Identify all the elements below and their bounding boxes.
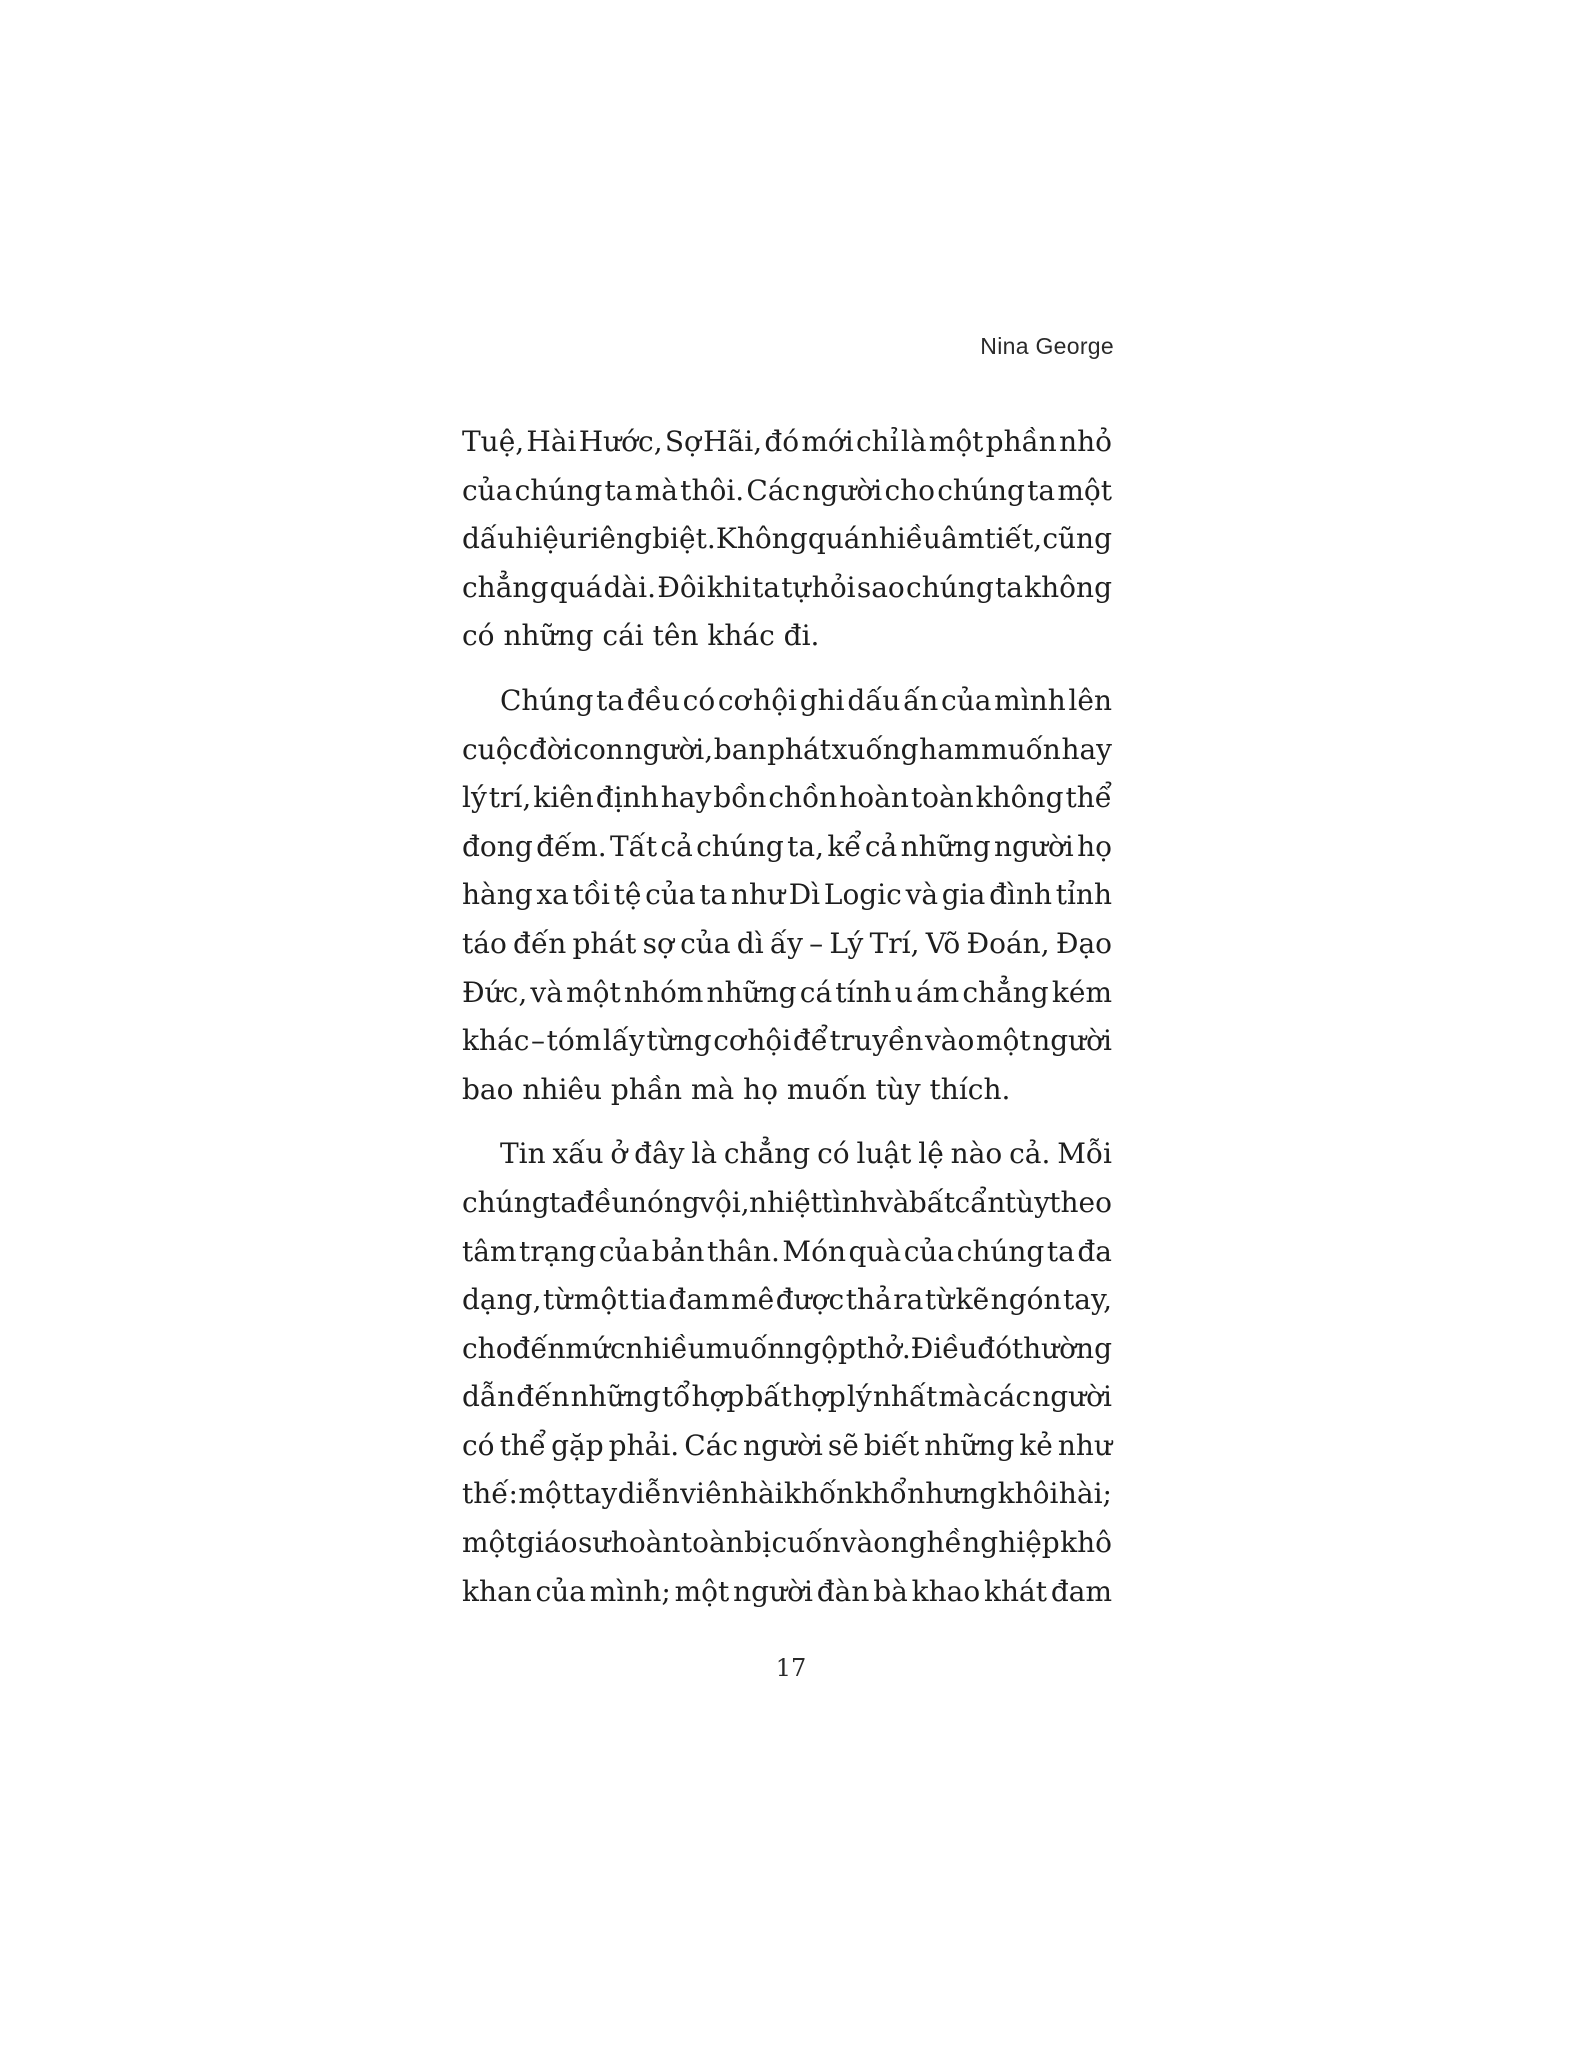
text-line: có những cái tên khác đi. [462,619,820,653]
text-line: dấu hiệu riêng biệt. Không quá nhiều âm tiết, cũng [462,522,1112,556]
text-line: thế: một tay diễn viên hài khốn khổ nhưng khôi hài; [462,1477,1112,1511]
page-number: 17 [775,1654,807,1682]
text-line: Tuệ, Hài Hước, Sợ Hãi, đó mới chỉ là một phần nhỏ [462,425,1112,458]
text-line: khác – tóm lấy từng cơ hội để truyền vào một người [462,1024,1112,1058]
text-line: chúng ta đều nóng vội, nhiệt tình và bất cẩn tùy theo [462,1185,1112,1219]
text-line: dẫn đến những tổ hợp bất hợp lý nhất mà các người [462,1380,1112,1414]
text-line: Chúng ta đều có cơ hội ghi dấu ấn của mình lên [500,683,1112,717]
text-line: lý trí, kiên định hay bồn chồn hoàn toàn không thể [462,781,1112,815]
text-line: một giáo sư hoàn toàn bị cuốn vào nghề nghiệp khô [462,1526,1112,1560]
text-line: hàng xa tồi tệ của ta như Dì Logic và gia đình tỉnh [462,878,1112,912]
text-line: cuộc đời con người, ban phát xuống ham muốn hay [462,732,1112,766]
text-line: Tin xấu ở đây là chẳng có luật lệ nào cả. Mỗi [500,1137,1112,1171]
text-line: khan của mình; một người đàn bà khao khát đam [462,1574,1112,1608]
text-line: đong đếm. Tất cả chúng ta, kể cả những người họ [462,829,1112,863]
text-line: bao nhiêu phần mà họ muốn tùy thích. [462,1072,1011,1106]
text-line: tâm trạng của bản thân. Món quà của chúng ta đa [462,1234,1112,1268]
text-line: Đức, và một nhóm những cá tính u ám chẳng kém [462,975,1112,1009]
paragraph-3 [462,1130,1112,1616]
text-line: cho đến mức nhiều muốn ngộp thở. Điều đó thường [462,1331,1112,1365]
text-line: của chúng ta mà thôi. Các người cho chúng ta một [462,473,1112,507]
paragraph-2 [462,677,1112,1114]
body-text [462,418,1112,1616]
running-header-author: Nina George [980,333,1114,359]
text-line: có thể gặp phải. Các người sẽ biết những kẻ như [462,1428,1112,1462]
paragraph-1 [462,418,1112,661]
text-line: táo đến phát sợ của dì ấy – Lý Trí, Võ Đoán, Đạo [462,926,1112,960]
text-line: dạng, từ một tia đam mê được thả ra từ kẽ ngón tay, [462,1283,1112,1317]
text-line: chẳng quá dài. Đôi khi ta tự hỏi sao chúng ta không [462,570,1112,604]
